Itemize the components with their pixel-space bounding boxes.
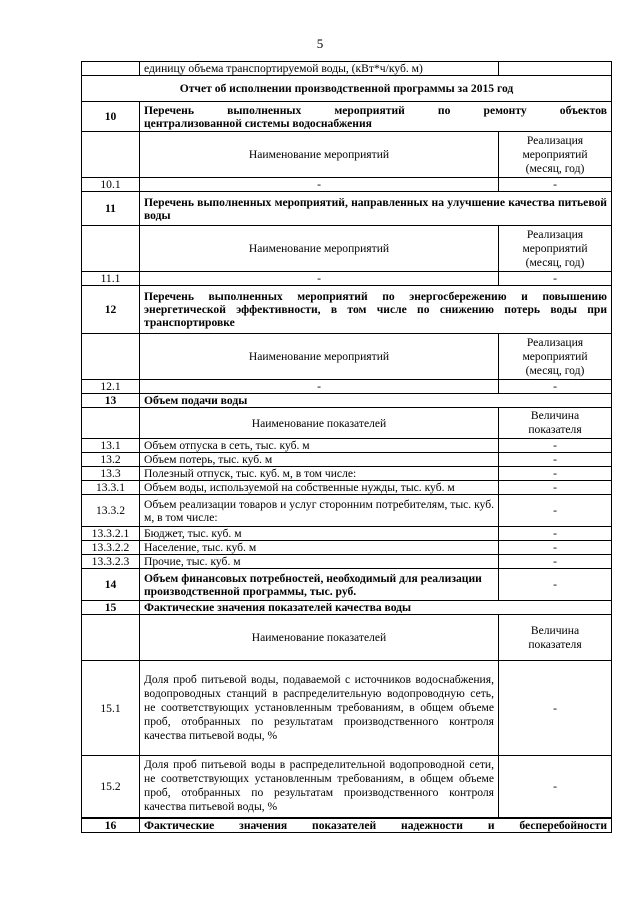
row-text: Полезный отпуск, тыс. куб. м, в том числе: — [140, 467, 499, 481]
row-text: Доля проб питьевой воды в распределительной водопроводной сети, не соответствующих установленным требованиям, в общем объеме проб, отобранных по результатам производственного контроля качества питьевой воды, % — [140, 756, 499, 818]
report-title: Отчет об исполнении производственной программы за 2015 год — [82, 76, 612, 102]
cell-value: - — [499, 541, 612, 555]
table-row — [82, 408, 612, 439]
row-text: Объем воды, используемой на собственные нужды, тыс. куб. м — [140, 481, 499, 495]
section-title: Перечень выполненных мероприятий, направленных на улучшение качества питьевой воды — [140, 192, 612, 226]
table-row — [82, 286, 612, 334]
table-row — [82, 272, 612, 286]
table-row — [82, 601, 612, 615]
row-number: 13.3.2.3 — [82, 555, 140, 569]
table-row — [82, 555, 612, 569]
row-text: Объем отпуска в сеть, тыс. куб. м — [140, 439, 499, 453]
column-header: Реализация мероприятий (месяц, год) — [499, 132, 612, 178]
table-row — [82, 76, 612, 102]
row-number: 13.3.2.1 — [82, 527, 140, 541]
row-number: 12.1 — [82, 380, 140, 394]
section-title: Перечень выполненных мероприятий по энергосбережению и повышению энергетической эффективности, в том числе по снижению потерь воды при транспортировке — [140, 286, 612, 334]
row-text: единицу объема транспортируемой воды, (кВт*ч/куб. м) — [140, 62, 499, 76]
cell-value: - — [499, 527, 612, 541]
table-row — [82, 178, 612, 192]
row-number: 13.1 — [82, 439, 140, 453]
section-title: Фактические значения показателей качества воды — [140, 601, 612, 615]
section-number: 15 — [82, 601, 140, 615]
table-row — [82, 132, 612, 178]
row-text: Объем реализации товаров и услуг сторонним потребителям, тыс. куб. м, в том числе: — [140, 495, 499, 527]
section-number: 14 — [82, 569, 140, 601]
row-text: Население, тыс. куб. м — [140, 541, 499, 555]
table-row — [82, 334, 612, 380]
table-row — [82, 394, 612, 408]
column-header: Реализация мероприятий (месяц, год) — [499, 334, 612, 380]
table-row — [82, 481, 612, 495]
page-number: 5 — [316, 36, 324, 51]
table-row — [82, 661, 612, 756]
column-header: Наименование показателей — [140, 408, 499, 439]
table-row — [82, 192, 612, 226]
cell-value: - — [499, 495, 612, 527]
cell-value: - — [499, 661, 612, 756]
row-number: 13.3 — [82, 467, 140, 481]
cell-value: - — [140, 178, 499, 192]
cell-value: - — [499, 380, 612, 394]
report-table — [81, 61, 612, 833]
row-number: 15.2 — [82, 756, 140, 818]
column-header: Величина показателя — [499, 408, 612, 439]
table-row — [82, 380, 612, 394]
column-header: Величина показателя — [499, 615, 612, 661]
column-header: Наименование мероприятий — [140, 132, 499, 178]
cell-value: - — [499, 178, 612, 192]
section-number: 11 — [82, 192, 140, 226]
table-row — [82, 62, 612, 76]
section-number: 16 — [82, 818, 140, 833]
row-number: 10.1 — [82, 178, 140, 192]
section-title: Фактические значения показателей надежности и бесперебойности — [140, 818, 612, 833]
section-number: 12 — [82, 286, 140, 334]
cell-value: - — [499, 555, 612, 569]
section-title: Объем подачи воды — [140, 394, 612, 408]
column-header: Реализация мероприятий (месяц, год) — [499, 226, 612, 272]
row-text: Доля проб питьевой воды, подаваемой с источников водоснабжения, водопроводных станций в распределительную водопроводную сеть, не соответствующих установленным требованиям, в общем объеме проб, отобранных по результатам производственного контроля качества питьевой воды, % — [140, 661, 499, 756]
section-title: Перечень выполненных мероприятий по ремонту объектов централизованной системы водоснабжения — [140, 102, 612, 132]
row-number: 11.1 — [82, 272, 140, 286]
table-row — [82, 615, 612, 661]
table-row — [82, 569, 612, 601]
cell-value: - — [499, 481, 612, 495]
table-row — [82, 226, 612, 272]
table-row — [82, 818, 612, 833]
cell-value: - — [140, 380, 499, 394]
section-number: 13 — [82, 394, 140, 408]
section-title: Объем финансовых потребностей, необходимый для реализации производственной программы, тыс. руб. — [140, 569, 499, 601]
cell-value: - — [499, 569, 612, 601]
table-row — [82, 439, 612, 453]
cell-value: - — [499, 467, 612, 481]
row-text: Объем потерь, тыс. куб. м — [140, 453, 499, 467]
table-row — [82, 102, 612, 132]
row-text: Бюджет, тыс. куб. м — [140, 527, 499, 541]
section-number: 10 — [82, 102, 140, 132]
column-header: Наименование мероприятий — [140, 334, 499, 380]
table-row — [82, 756, 612, 818]
column-header: Наименование мероприятий — [140, 226, 499, 272]
cell-value: - — [499, 756, 612, 818]
cell-value: - — [499, 272, 612, 286]
cell-value: - — [140, 272, 499, 286]
row-number: 13.3.1 — [82, 481, 140, 495]
row-number: 15.1 — [82, 661, 140, 756]
cell-value: - — [499, 439, 612, 453]
table-row — [82, 541, 612, 555]
row-number: 13.3.2.2 — [82, 541, 140, 555]
row-number: 13.3.2 — [82, 495, 140, 527]
table-row — [82, 527, 612, 541]
table-row — [82, 495, 612, 527]
column-header: Наименование показателей — [140, 615, 499, 661]
table-row — [82, 453, 612, 467]
table-row — [82, 467, 612, 481]
row-text: Прочие, тыс. куб. м — [140, 555, 499, 569]
row-number: 13.2 — [82, 453, 140, 467]
cell-value: - — [499, 453, 612, 467]
